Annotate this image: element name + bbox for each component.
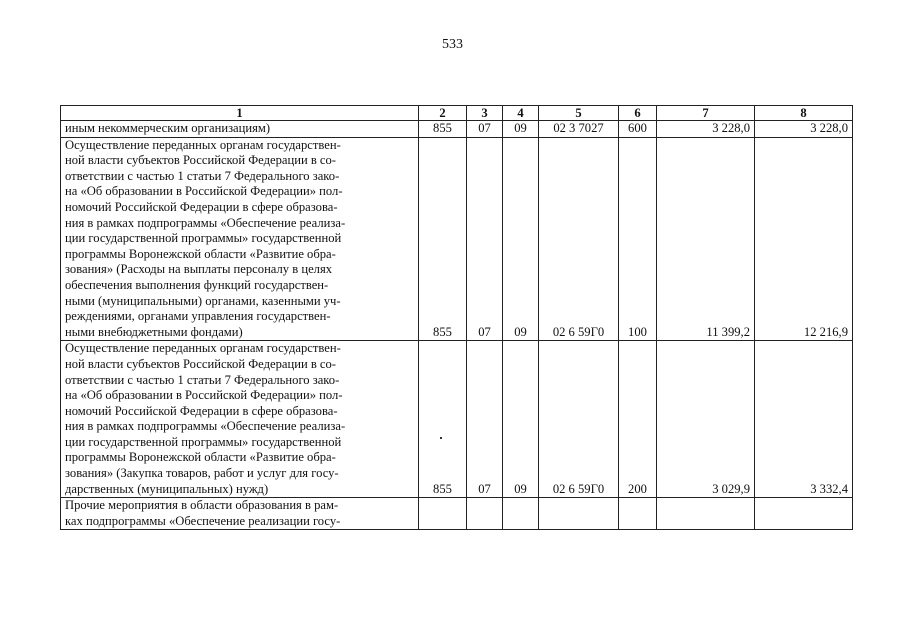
target-article-code: 02 3 7027 [539, 121, 619, 138]
description-line: ными внебюджетными фондами) [65, 324, 243, 339]
header-cell: 8 [755, 106, 853, 121]
description-line: ках подпрограммы «Обеспечение реализации госу- [65, 513, 341, 528]
target-article-code: 02 6 59Г0 [539, 341, 619, 498]
amount-year-1: 3 228,0 [657, 121, 755, 138]
page-number: 533 [442, 37, 463, 52]
amount-year-1: 11 399,2 [657, 137, 755, 341]
description-line: ной власти субъектов Российской Федерации в со- [65, 153, 337, 168]
header-cell: 1 [61, 106, 419, 121]
description-line: зования» (Закупка товаров, работ и услуг для госу- [65, 466, 339, 481]
grbs-code: 855 [419, 137, 467, 341]
description-line: реждениями, органами управления государствен- [65, 309, 331, 324]
grbs-code: 855 [419, 341, 467, 498]
expense-type-code: 200 [619, 341, 657, 498]
expense-type-code: 600 [619, 121, 657, 138]
subsection-code: 09 [503, 137, 539, 341]
amount-year-2: 3 332,4 [755, 341, 853, 498]
description-line: программы Воронежской области «Развитие обра- [65, 246, 336, 261]
amount-year-2 [755, 498, 853, 530]
description-line: Прочие мероприятия в области образования в рам- [65, 498, 339, 513]
row-description [61, 498, 419, 530]
description-line: зования» (Расходы на выплаты персоналу в целях [65, 262, 333, 277]
description-line: Осуществление переданных органам государствен- [65, 137, 341, 152]
section-code: 07 [467, 341, 503, 498]
row-description [61, 341, 419, 498]
subsection-code [503, 498, 539, 530]
budget-table [60, 105, 853, 530]
section-code: 07 [467, 137, 503, 341]
description-line: на «Об образовании в Российской Федерации» пол- [65, 388, 343, 403]
section-code: 07 [467, 121, 503, 138]
subsection-code: 09 [503, 341, 539, 498]
amount-year-2: 12 216,9 [755, 137, 853, 341]
description-line: Осуществление переданных органам государствен- [65, 341, 341, 356]
expense-type-code: 100 [619, 137, 657, 341]
amount-year-1 [657, 498, 755, 530]
description-line: ции государственной программы» государственной [65, 231, 342, 246]
description-line: номочий Российской Федерации в сфере образова- [65, 403, 338, 418]
description-line: ответствии с частью 1 статьи 7 Федерального зако- [65, 372, 340, 387]
expense-type-code [619, 498, 657, 530]
stray-mark [440, 437, 442, 439]
header-cell: 5 [539, 106, 619, 121]
row-description [61, 137, 419, 341]
subsection-code: 09 [503, 121, 539, 138]
description-line: ния в рамках подпрограммы «Обеспечение реализа- [65, 215, 346, 230]
description-line: программы Воронежской области «Развитие обра- [65, 450, 336, 465]
table-row [61, 137, 853, 341]
description-line: ной власти субъектов Российской Федерации в со- [65, 356, 337, 371]
description-line: ными (муниципальными) органами, казенными уч- [65, 293, 341, 308]
section-code [467, 498, 503, 530]
target-article-code: 02 6 59Г0 [539, 137, 619, 341]
table-row [61, 341, 853, 498]
header-cell: 3 [467, 106, 503, 121]
description-line: дарственных (муниципальных) нужд) [65, 481, 269, 496]
row-description [61, 121, 419, 138]
header-row [61, 106, 853, 121]
header-cell: 2 [419, 106, 467, 121]
table-row [61, 121, 853, 138]
description-line: обеспечения выполнения функций государствен- [65, 277, 329, 292]
description-line: ния в рамках подпрограммы «Обеспечение реализа- [65, 419, 346, 434]
header-cell: 4 [503, 106, 539, 121]
amount-year-1: 3 029,9 [657, 341, 755, 498]
description-line: ответствии с частью 1 статьи 7 Федерального зако- [65, 168, 340, 183]
header-cell: 7 [657, 106, 755, 121]
description-line: иным некоммерческим организациям) [65, 121, 271, 135]
table-row [61, 498, 853, 530]
grbs-code [419, 498, 467, 530]
description-line: номочий Российской Федерации в сфере образова- [65, 199, 338, 214]
amount-year-2: 3 228,0 [755, 121, 853, 138]
description-line: ции государственной программы» государственной [65, 434, 342, 449]
grbs-code: 855 [419, 121, 467, 138]
target-article-code [539, 498, 619, 530]
description-line: на «Об образовании в Российской Федерации» пол- [65, 184, 343, 199]
header-cell: 6 [619, 106, 657, 121]
